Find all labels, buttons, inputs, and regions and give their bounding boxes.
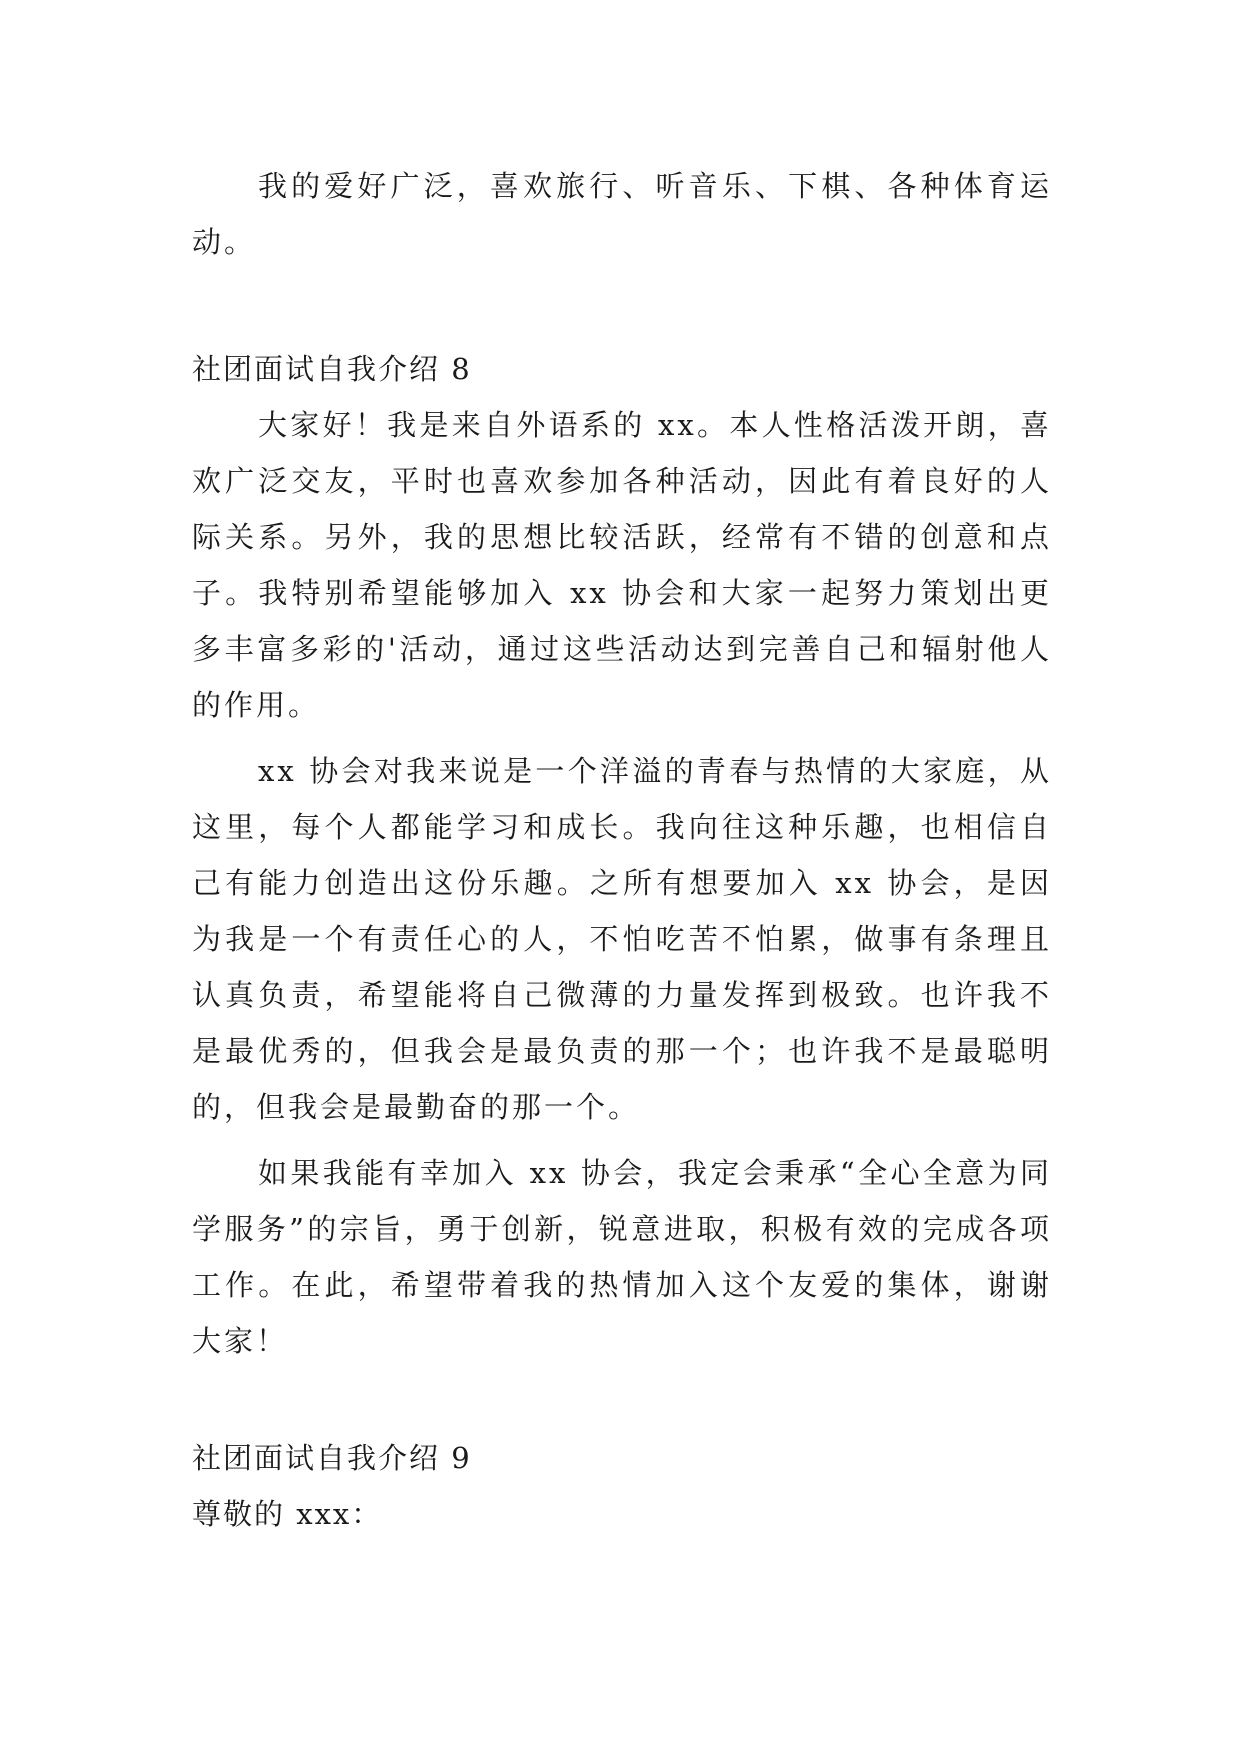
- section-heading-9: 社团面试自我介绍 9: [192, 1441, 472, 1475]
- paragraph-hobbies: 我的爱好广泛，喜欢旅行、听音乐、下棋、各种体育运动。: [192, 169, 1052, 259]
- paragraph-intro: 大家好！我是来自外语系的 xx。本人性格活泼开朗，喜欢广泛交友，平时也喜欢参加各种活动，因此有着良好的人际关系。另外，我的思想比较活跃，经常有不错的创意和点子。我特别希望能够加入 xx 协会和大家一起努力策划出更多丰富多彩的'活动，通过这些活动达到完善自己和辐射他人的作用。: [192, 408, 1052, 722]
- paragraph-closing: 如果我能有幸加入 xx 协会，我定会秉承“全心全意为同学服务”的宗旨，勇于创新，锐意进取，积极有效的完成各项工作。在此，希望带着我的热情加入这个友爱的集体，谢谢大家！: [192, 1156, 1052, 1358]
- section-heading-8: 社团面试自我介绍 8: [192, 352, 472, 386]
- paragraph-association: xx 协会对我来说是一个洋溢的青春与热情的大家庭，从这里，每个人都能学习和成长。我向往这种乐趣，也相信自己有能力创造出这份乐趣。之所有想要加入 xx 协会，是因为我是一个有责任心的人，不怕吃苦不怕累，做事有条理且认真负责，希望能将自己微薄的力量发挥到极致。也许我不是最优秀的，但我会是最负责的那一个；也许我不是最聪明的，但我会是最勤奋的那一个。: [192, 754, 1052, 1124]
- letter-greeting: 尊敬的 xxx：: [192, 1497, 383, 1531]
